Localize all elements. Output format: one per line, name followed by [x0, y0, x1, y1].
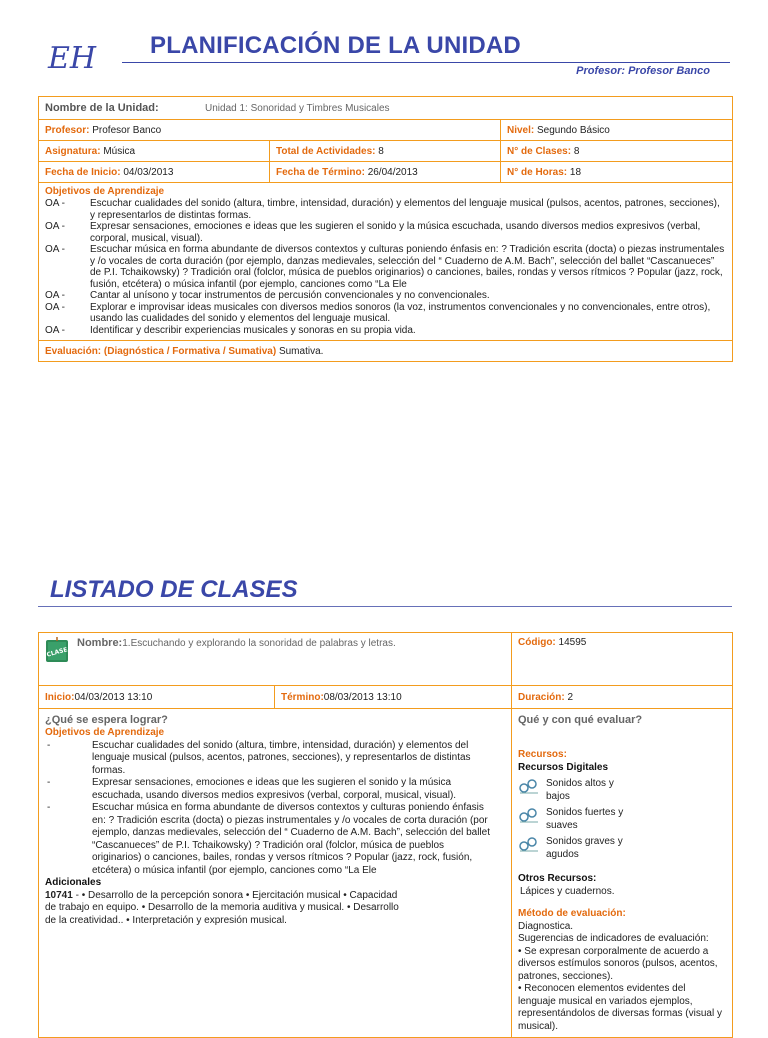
- metodo-line: • Reconocen elementos evidentes del lenguaje musical en variados ejemplos, representándolos de diversas formas (visual y musical).: [518, 983, 722, 1032]
- termino-value: 26/04/2013: [367, 166, 418, 178]
- eh-logo: [44, 38, 114, 78]
- class-objective-text: Expresar sensaciones, emociones e ideas que les sugieren el sonido y la música escuchada, usando diversos medios expresivos (verbal, corporal, musical, visual).: [92, 777, 457, 801]
- nivel-label: Nivel:: [507, 124, 535, 136]
- objectives-label: Objetivos de Aprendizaje: [45, 186, 165, 197]
- code-label: Código:: [518, 637, 556, 648]
- unit-total-cell: [270, 141, 501, 162]
- recursos-label: Recursos:: [518, 749, 567, 760]
- unit-table: [38, 96, 733, 362]
- otros-recursos-value: Lápices y cuadernos.: [520, 885, 615, 897]
- unit-clases-cell: [501, 141, 733, 162]
- class-evaluation-cell: [512, 709, 733, 1038]
- class-objective-row: - Escuchar música en forma abundante de diversos contextos y culturas poniendo énfasis en: ? Tradición escrita (docta) o piezas instrumentales y /o vocales de corta duración (por ejemplo, danzas medievales, selección del “ Cuaderno de A.M. Bach”, selección del ballet “Cascanueces” de P.I. Tchaikowsky) ? Tradición oral (folclor, música de pueblos originarios) o canciones, bailes, rondas y versos rítmicos ? Popular (jazz, rock, fusión, etcétera) o música infantil (por ejemplo, canciones como “La Ele: [45, 802, 495, 877]
- evaluate-heading: Qué y con qué evaluar?: [518, 714, 643, 726]
- profesor-label: Profesor:: [45, 124, 90, 136]
- class-list-divider: [38, 606, 732, 607]
- digital-resource[interactable]: [518, 778, 726, 803]
- class-name-cell: [39, 633, 512, 686]
- adicionales-code: 10741: [45, 889, 73, 901]
- objective-row: OA - Identificar y describir experiencias musicales y sonoras en su propia vida.: [45, 325, 726, 337]
- objective-text: Cantar al unísono y tocar instrumentos de percusión convencionales y no convencionales.: [90, 290, 490, 301]
- unit-nivel-cell: [501, 120, 733, 141]
- clase-icon: [45, 637, 69, 663]
- total-value: 8: [378, 145, 384, 157]
- adicionales-body: - • Desarrollo de la percepción sonora • Ejercitación musical • Capacidad de trabajo en equipo. • Desarrollo de la memoria auditiva y musical. • Desarrollo de la creatividad.. • Interpretación y expresión musical.: [45, 889, 399, 926]
- total-label: Total de Actividades:: [276, 145, 376, 157]
- code-value: 14595: [558, 637, 587, 648]
- class-name-label: Nombre:: [77, 637, 123, 649]
- unit-objectives-cell: [39, 183, 733, 341]
- horas-value: 18: [569, 166, 582, 178]
- class-list-title: LISTADO DE CLASES: [50, 576, 298, 603]
- evaluation-label: Evaluación: (Diagnóstica / Formativa / Sumativa): [45, 345, 277, 357]
- link-icon: [518, 836, 540, 852]
- logo-text: EH: [48, 41, 97, 76]
- metodo-line: • Se expresan corporalmente de acuerdo a diversos estímulos sonoros (pulsos, acentos, patrones, secciones).: [518, 945, 718, 982]
- digital-resource-label[interactable]: Sonidos graves y agudos: [546, 836, 623, 860]
- objective-row: OA - Escuchar música en forma abundante de diversos contextos y culturas poniendo énfasis en: ? Tradición escrita (docta) o piezas instrumentales y /o vocales de corta duración (por ejemplo, danzas medievales, selección del “ Cuaderno de A.M. Bach”, selección del ballet “Cascanueces” de P.I. Tchaikowsky) ? Tradición oral (folclor, música de pueblos originarios) o canciones, bailes, rondas y versos rítmicos ? Popular (jazz, rock, fusión, etcétera) o música infantil (por ejemplo, canciones como “La Ele: [45, 244, 725, 290]
- class-name-value: 1.Escuchando y explorando la sonoridad de palabras y letras.: [122, 638, 396, 649]
- objective-text: Escuchar música en forma abundante de diversos contextos y culturas poniendo énfasis en: ? Tradición escrita (docta) o piezas instrumentales y /o vocales de corta duración (por ejemplo, danzas medievales, selección del “ Cuaderno de A.M. Bach”, selección del ballet “Cascanueces” de P.I. Tchaikowsky) ? Tradición oral (folclor, música de pueblos originarios) o canciones, bailes, rondas y versos rítmicos ? Popular (jazz, rock, fusión, etcétera) o música infantil (por ejemplo, canciones como “La Ele: [90, 244, 725, 290]
- objective-text: Escuchar cualidades del sonido (altura, timbre, intensidad, duración) y elementos del lenguaje musical (pulsos, acentos, patrones, secciones), y representarlos de distintas formas.: [90, 198, 720, 221]
- class-code-cell: [512, 633, 733, 686]
- unit-inicio-cell: [39, 162, 270, 183]
- horas-label: N° de Horas:: [507, 166, 568, 178]
- objective-text: Expresar sensaciones, emociones e ideas que les sugieren el sonido y la música escuchada, usando diversos medios expresivos (verbal, corporal, musical, visual).: [90, 221, 701, 244]
- class-duracion-cell: [512, 686, 733, 709]
- unit-name-value: Unidad 1: Sonoridad y Timbres Musicales: [205, 103, 390, 114]
- clases-label: N° de Clases:: [507, 145, 572, 157]
- digital-resource[interactable]: [518, 807, 726, 832]
- header-profesor: Profesor: Profesor Banco: [576, 65, 710, 77]
- class-objective-row: - Expresar sensaciones, emociones e ideas que les sugieren el sonido y la música escuchada, usando diversos medios expresivos (verbal, corporal, musical, visual).: [45, 777, 495, 802]
- termino-label: Fecha de Término:: [276, 166, 365, 178]
- metodo-line: Sugerencias de indicadores de evaluación:: [518, 933, 709, 944]
- unit-horas-cell: [501, 162, 733, 183]
- objective-row: OA - Explorar e improvisar ideas musicales con diversos medios sonoros (la voz, instrumentos convencionales y no convencionales, entre otros), usando las cualidades del sonido y elementos del lenguaje musical.: [45, 302, 726, 325]
- adicionales-text: [45, 890, 405, 928]
- class-table: [38, 632, 733, 1038]
- digital-resource-label[interactable]: Sonidos fuertes y suaves: [546, 807, 624, 831]
- unit-name-label: Nombre de la Unidad:: [45, 102, 159, 114]
- link-icon: [518, 807, 540, 823]
- inicio-value: 04/03/2013: [123, 166, 174, 178]
- class-inicio-value: 04/03/2013 13:10: [74, 691, 153, 703]
- link-icon: [518, 778, 540, 794]
- otros-recursos-label: Otros Recursos:: [518, 873, 597, 884]
- metodo-line: Diagnostica.: [518, 920, 574, 932]
- objective-row: OA - Cantar al unísono y tocar instrumentos de percusión convencionales y no convencionales.: [45, 290, 726, 302]
- unit-name-row: [39, 97, 733, 120]
- unit-termino-cell: [270, 162, 501, 183]
- recursos-digitales-label: Recursos Digitales: [518, 761, 609, 773]
- class-objectives-label: Objetivos de Aprendizaje: [45, 727, 165, 738]
- class-termino-value: 08/03/2013 13:10: [323, 691, 402, 703]
- goals-heading: ¿Qué se espera lograr?: [45, 714, 168, 726]
- asignatura-label: Asignatura:: [45, 145, 101, 157]
- unit-asignatura-cell: [39, 141, 270, 162]
- title-divider: [122, 62, 730, 63]
- nivel-value: Segundo Básico: [537, 124, 610, 136]
- evaluation-value: Sumativa.: [278, 345, 324, 357]
- objective-row: OA - Expresar sensaciones, emociones e ideas que les sugieren el sonido y la música escuchada, usando diversos medios expresivos (verbal, corporal, musical, visual).: [45, 221, 726, 244]
- class-objective-row: - Escuchar cualidades del sonido (altura, timbre, intensidad, duración) y elementos del lenguaje musical (pulsos, acentos, patrones, secciones), y representarlos de distintas formas.: [45, 740, 495, 778]
- profesor-value: Profesor Banco: [92, 124, 162, 136]
- clase-icon-text: CLASE: [45, 646, 69, 659]
- digital-resource-label[interactable]: Sonidos altos y bajos: [546, 778, 614, 802]
- unit-evaluation-cell: [39, 341, 733, 362]
- duracion-value: 2: [567, 691, 574, 703]
- page-title: PLANIFICACIÓN DE LA UNIDAD: [150, 32, 521, 59]
- objective-text: Explorar e improvisar ideas musicales con diversos medios sonoros (la voz, instrumentos convencionales y no convencionales, entre otros), usando las cualidades del sonido y elementos del lenguaje musical.: [90, 301, 711, 324]
- metodo-label: Método de evaluación:: [518, 908, 626, 919]
- unit-profesor-cell: [39, 120, 501, 141]
- class-inicio-label: Inicio:: [45, 691, 75, 703]
- objective-text: Identificar y describir experiencias musicales y sonoras en su propia vida.: [90, 324, 416, 336]
- digital-resource[interactable]: [518, 836, 726, 861]
- asignatura-value: Música: [103, 145, 136, 157]
- class-objective-text: Escuchar música en forma abundante de diversos contextos y culturas poniendo énfasis en: ? Tradición escrita (docta) o piezas instrumentales y /o vocales de corta duración (por ejemplo, danzas medievales, selección del “ Cuaderno de A.M. Bach”, selección del ballet “Cascanueces” de P.I. Tchaikowsky) ? Tradición oral (folclor, música de pueblos originarios) o canciones, bailes, rondas y versos rítmicos ? Popular (jazz, rock, fusión, etcétera) o música infantil (por ejemplo, canciones como “La Ele: [92, 802, 490, 876]
- objective-row: OA - Escuchar cualidades del sonido (altura, timbre, intensidad, duración) y elementos del lenguaje musical (pulsos, acentos, patrones, secciones), y representarlos de distintas formas.: [45, 198, 726, 221]
- class-goals-cell: [39, 709, 512, 1038]
- class-termino-label: Término:: [281, 691, 324, 703]
- clases-value: 8: [573, 145, 580, 157]
- class-objective-text: Escuchar cualidades del sonido (altura, timbre, intensidad, duración) y elementos del lenguaje musical (pulsos, acentos, patrones, secciones), y representarlos de distintas formas.: [92, 739, 471, 776]
- inicio-label: Fecha de Inicio:: [45, 166, 121, 178]
- duracion-label: Duración:: [518, 691, 565, 703]
- class-termino-cell: [275, 686, 512, 709]
- adicionales-label: Adicionales: [45, 877, 102, 888]
- class-inicio-cell: [39, 686, 275, 709]
